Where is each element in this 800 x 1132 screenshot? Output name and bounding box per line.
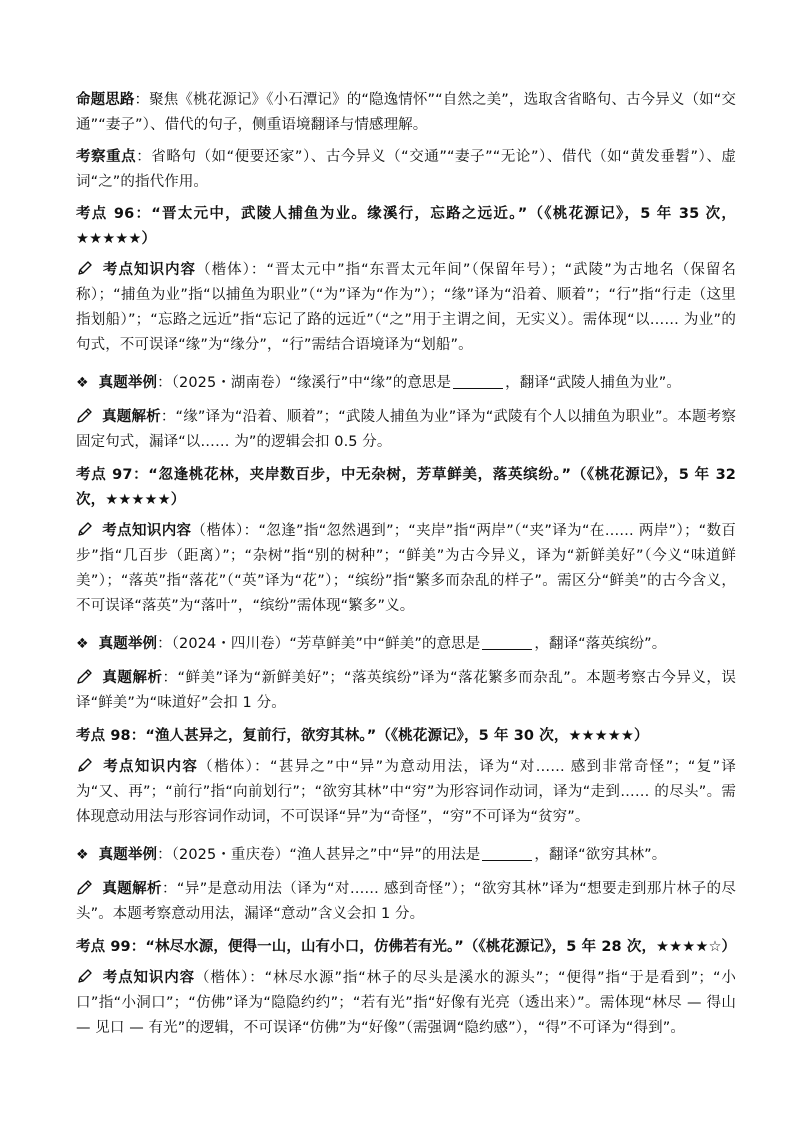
knowledge-text: （楷体）：“晋太元中”指“东晋太元年间”（保留年号）；“武陵”为古地名（保留名称）；“捕鱼为业”指“以捕鱼为职业”（“为”译为“作为”）；“缘”译为“沿着、顺着”；“行”指“行走（这里指划船）”；“忘路之远近”指“忘记了路的远近”（“之”用于主谓之间，无实义）。需体现“以…… 为业”的句式，不可误译“缘”为“缘分”，“行”需结合语境译为“划船”。 bbox=[76, 262, 736, 353]
analysis-label: 真题解析 bbox=[102, 409, 161, 425]
intro-label: 命题思路 bbox=[76, 92, 135, 108]
exam-point-heading: 考点 99：“林尽水源，便得一山，山有小口，仿佛若有光。”（《桃花源记》，5 年 28 次，★★★★☆） bbox=[76, 939, 737, 955]
example-label: 真题举例 bbox=[98, 636, 158, 652]
pencil-icon bbox=[76, 757, 93, 774]
knowledge-paragraph bbox=[76, 966, 736, 1041]
example-text: ：（2025・湖南卷）“缘溪行”中“缘”的意思是 bbox=[157, 375, 452, 391]
diamond-bullet-icon: ❖ bbox=[76, 375, 89, 391]
example-paragraph bbox=[76, 632, 736, 657]
example-label: 真题举例 bbox=[98, 375, 158, 391]
knowledge-label: 考点知识内容 bbox=[102, 970, 196, 986]
pencil-icon bbox=[76, 968, 93, 985]
intro-text: ：聚焦《桃花源记》《小石潭记》的“隐逸情怀”“自然之美”，选取含省略句、古今异义（如“交通”“妻子”）、借代的句子，侧重语境翻译与情感理解。 bbox=[76, 92, 736, 133]
intro-text: ：省略句（如“便要还家”）、古今异义（“交通”“妻子”“无论”）、借代（如“黄发垂髫”）、虚词“之”的指代作用。 bbox=[76, 149, 737, 190]
knowledge-text: （楷体）：“林尽水源”指“林子的尽头是溪水的源头”；“便得”指“于是看到”；“小口”指“小洞口”；“仿佛”译为“隐隐约约”；“若有光”指“好像有光亮（透出来）”。需体现“林尽 — 得山 — 见口 — 有光”的逻辑，不可误译“仿佛”为“好像”（需强调“隐约感”），“得”不可译为“得到”。 bbox=[76, 970, 736, 1036]
diamond-bullet-icon: ❖ bbox=[76, 847, 89, 863]
analysis-label: 真题解析 bbox=[102, 881, 162, 897]
analysis-paragraph bbox=[76, 405, 736, 455]
analysis-text: ：“缘”译为“沿着、顺着”；“武陵人捕鱼为业”译为“武陵有个人以捕鱼为职业”。本题考察固定句式，漏译“以…… 为”的逻辑会扣 0.5 分。 bbox=[76, 409, 736, 450]
intro-paragraph-1 bbox=[76, 88, 736, 138]
exam-point-heading: 考点 97：“忽逢桃花林，夹岸数百步，中无杂树，芳草鲜美，落英缤纷。”（《桃花源记》，5 年 32 次，★★★★★） bbox=[76, 467, 736, 508]
pencil-icon bbox=[76, 521, 93, 538]
knowledge-paragraph bbox=[76, 755, 736, 830]
example-text: ：（2025・重庆卷）“渔人甚异之”中“异”的用法是 bbox=[157, 847, 481, 863]
answer-blank bbox=[482, 846, 532, 861]
example-text: ：（2024・四川卷）“芳草鲜美”中“鲜美”的意思是 bbox=[157, 636, 481, 652]
knowledge-label: 考点知识内容 bbox=[102, 262, 197, 278]
ruler-pencil-icon bbox=[76, 407, 93, 424]
knowledge-text: （楷体）：“忽逢”指“忽然遇到”；“夹岸”指“两岸”（“夹”译为“在…… 两岸”）；“数百步”指“几百步（距离）”；“杂树”指“别的树种”；“鲜美”为古今异义，译为“新鲜美好”（今义“味道鲜美”）；“落英”指“落花”（“英”译为“花”）；“缤纷”指“繁多而杂乱的样子”。需区分“鲜美”的古今含义，不可误译“落英”为“落叶”，“缤纷”需体现“繁多”义。 bbox=[76, 523, 737, 614]
analysis-text: ：“异”是意动用法（译为“对…… 感到奇怪”）；“欲穷其林”译为“想要走到那片林子的尽头”。本题考察意动用法，漏译“意动”含义会扣 1 分。 bbox=[76, 881, 736, 922]
example-text: ，翻译“武陵人捕鱼为业”。 bbox=[505, 375, 681, 391]
knowledge-paragraph bbox=[76, 519, 736, 619]
knowledge-label: 考点知识内容 bbox=[102, 759, 199, 775]
example-label: 真题举例 bbox=[98, 847, 158, 863]
exam-point-heading: 考点 96：“晋太元中，武陵人捕鱼为业。缘溪行，忘路之远近。”（《桃花源记》，5 年 35 次，★★★★★） bbox=[76, 206, 736, 247]
diamond-bullet-icon: ❖ bbox=[76, 636, 89, 652]
document-page bbox=[76, 88, 736, 1054]
ruler-pencil-icon bbox=[76, 668, 93, 685]
knowledge-paragraph bbox=[76, 258, 736, 358]
exam-point-heading: 考点 98：“渔人甚异之，复前行，欲穷其林。”（《桃花源记》，5 年 30 次，★★★★★） bbox=[76, 728, 649, 744]
analysis-paragraph bbox=[76, 877, 736, 927]
example-paragraph bbox=[76, 371, 736, 396]
example-text: ，翻译“欲穷其林”。 bbox=[534, 847, 667, 863]
analysis-paragraph bbox=[76, 666, 736, 716]
analysis-text: ：“鲜美”译为“新鲜美好”；“落英缤纷”译为“落花繁多而杂乱”。本题考察古今异义，误译“鲜美”为“味道好”会扣 1 分。 bbox=[76, 670, 736, 711]
ruler-pencil-icon bbox=[76, 879, 93, 896]
intro-paragraph-2 bbox=[76, 145, 736, 195]
example-paragraph bbox=[76, 843, 736, 868]
answer-blank bbox=[482, 635, 532, 650]
knowledge-label: 考点知识内容 bbox=[102, 523, 192, 539]
answer-blank bbox=[453, 374, 503, 389]
pencil-icon bbox=[76, 260, 93, 277]
intro-label: 考察重点 bbox=[76, 149, 137, 165]
example-text: ，翻译“落英缤纷”。 bbox=[534, 636, 667, 652]
analysis-label: 真题解析 bbox=[102, 670, 163, 686]
knowledge-text: （楷体）：“甚异之”中“异”为意动用法，译为“对…… 感到非常奇怪”；“复”译为“又、再”；“前行”指“向前划行”；“欲穷其林”中“穷”为形容词作动词，译为“走到…… 的尽头”。需体现意动用法与形容词作动词，不可误译“异”为“奇怪”，“穷”不可译为“贫穷”。 bbox=[76, 759, 736, 825]
